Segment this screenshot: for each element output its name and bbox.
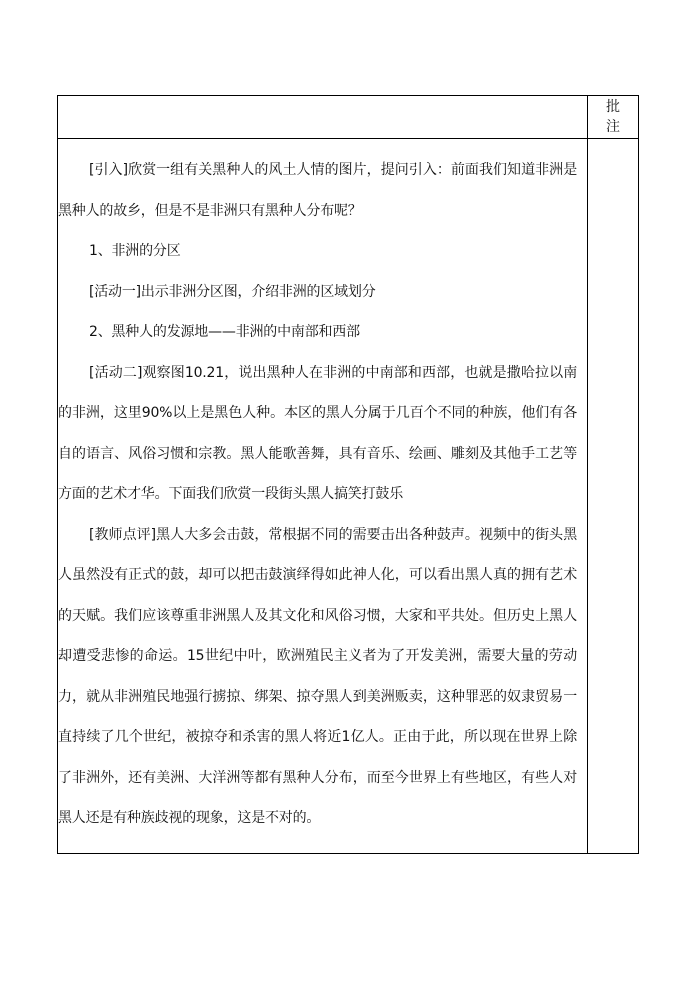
notes-header-char-1: 批 [606, 99, 620, 115]
notes-content-cell [588, 139, 639, 854]
paragraph-heading-1: 1、非洲的分区 [89, 243, 181, 259]
paragraph-activity-2: [活动二]观察图10.21，说出黑种人在非洲的中南部和西部，也就是撒哈拉以南的非洲，这里90%以上是黑色人种。本区的黑人分属于几百个不同的种族，他们有各自的语言、风俗习惯和宗教。黑人能歌善舞，具有音乐、绘画、雕刻及其他手工艺等方面的艺术才华。下面我们欣赏一段街头黑人搞笑打鼓乐 [58, 364, 577, 502]
notes-header [588, 96, 638, 138]
paragraph-activity-1: [活动一]出示非洲分区图，介绍非洲的区域划分 [89, 283, 376, 300]
paragraph-heading-2: 2、黑种人的发源地——非洲的中南部和西部 [89, 324, 360, 340]
paragraph-teacher-comment: [教师点评]黑人大多会击鼓，常根据不同的需要击出各种鼓声。视频中的街头黑人虽然没有正式的鼓，却可以把击鼓演绎得如此神人化，可以看出黑人真的拥有艺术的天赋。我们应该尊重非洲黑人及其文化和风俗习惯，大家和平共处。但历史上黑人却遭受悲惨的命运。15世纪中叶，欧洲殖民主义者为了开发美洲，需要大量的劳动力，就从非洲殖民地强行掳掠、绑架、掠夺黑人到美洲贩卖，这种罪恶的奴隶贸易一直持续了几个世纪，被掠夺和杀害的黑人将近1亿人。正由于此，所以现在世界上除了非洲外，还有美洲、大洋洲等都有黑种人分布，而至今世界上有些地区，有些人对黑人还是有种族歧视的现象，这是不对的。 [58, 526, 577, 826]
paragraph-intro: [引入]欣赏一组有关黑种人的风土人情的图片，提问引入：前面我们知道非洲是黑种人的故乡，但是不是非洲只有黑种人分布呢？ [58, 162, 577, 219]
notes-header-char-2: 注 [606, 119, 620, 135]
lesson-body-text [58, 139, 587, 853]
table-header-row [58, 96, 639, 139]
lesson-plan-table [57, 95, 639, 854]
main-content-cell [58, 139, 588, 854]
notes-header-cell [588, 96, 639, 139]
main-header-cell [58, 96, 588, 139]
table-body-row [58, 139, 639, 854]
